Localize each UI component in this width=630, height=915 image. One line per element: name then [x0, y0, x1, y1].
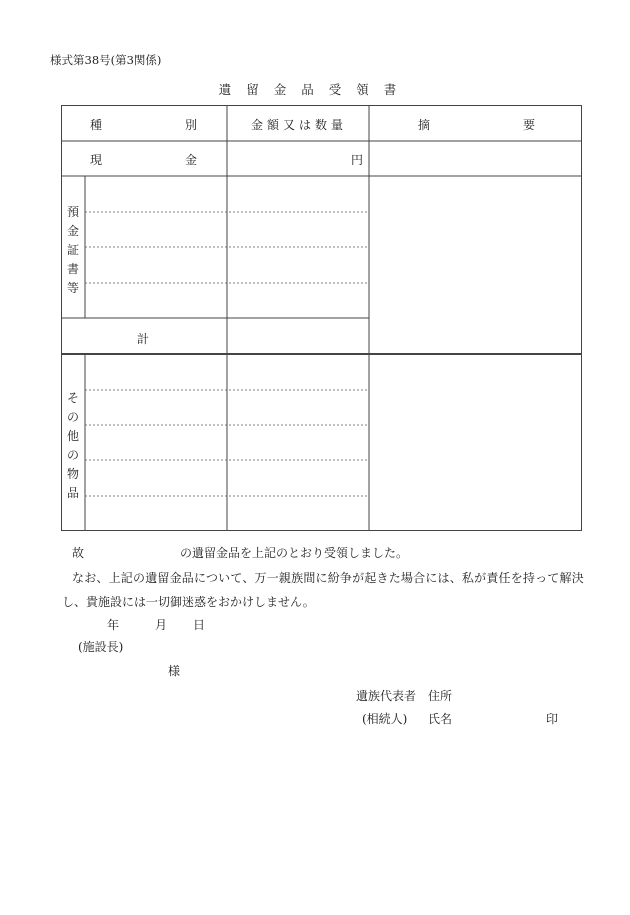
statement-line3: し、貴施設には一切御迷惑をおかけしません。 — [62, 595, 315, 609]
deposits-label-char: 書 — [66, 262, 79, 276]
date-day: 日 — [193, 618, 206, 632]
other-items-label-char: 他 — [66, 429, 79, 443]
other-items-label-char: そ — [66, 391, 79, 405]
signer-address-label: 住所 — [428, 689, 453, 703]
header-remarks-char2: 要 — [523, 118, 536, 132]
form-number: 様式第38号(第3関係) — [50, 53, 162, 67]
date-month: 月 — [155, 618, 168, 632]
header-amount: 金額又は数量 — [251, 118, 348, 132]
cash-unit: 円 — [351, 153, 364, 167]
signer-name-label: 氏名 — [428, 712, 453, 726]
header-type-char2: 別 — [185, 118, 198, 132]
table-grid-lines — [61, 105, 582, 531]
deceased-prefix: 故 — [72, 546, 85, 560]
deposits-label — [66, 203, 80, 298]
facility-head-label: (施設長) — [78, 640, 124, 654]
total-label: 計 — [137, 332, 150, 346]
signer-inheritor: (相続人) — [362, 712, 408, 726]
signer-role: 遺族代表者 — [356, 689, 417, 703]
deposits-label-char: 金 — [66, 224, 79, 238]
cash-label-char1: 現 — [90, 153, 103, 167]
other-items-label-char: の — [66, 448, 79, 462]
other-items-label-char: の — [66, 410, 79, 424]
header-remarks-char1: 摘 — [418, 118, 431, 132]
header-type-char1: 種 — [90, 118, 103, 132]
addressee-honorific: 様 — [168, 664, 181, 678]
document-title: 遺留金品受領書 — [218, 82, 412, 97]
date-year: 年 — [107, 618, 120, 632]
deposits-label-char: 預 — [66, 205, 79, 219]
statement-line1: の遺留金品を上記のとおり受領しました。 — [180, 546, 409, 560]
seal-mark: 印 — [546, 712, 559, 726]
deposits-label-char: 等 — [66, 281, 79, 295]
deposits-label-char: 証 — [66, 243, 79, 257]
other-items-label — [66, 389, 80, 503]
statement-line2: なお、上記の遺留金品について、万一親族間に紛争が起きた場合には、私が責任を持って解決 — [72, 571, 584, 585]
cash-label-char2: 金 — [185, 153, 198, 167]
other-items-label-char: 品 — [66, 486, 79, 500]
receipt-table — [61, 105, 582, 531]
other-items-label-char: 物 — [66, 467, 79, 481]
